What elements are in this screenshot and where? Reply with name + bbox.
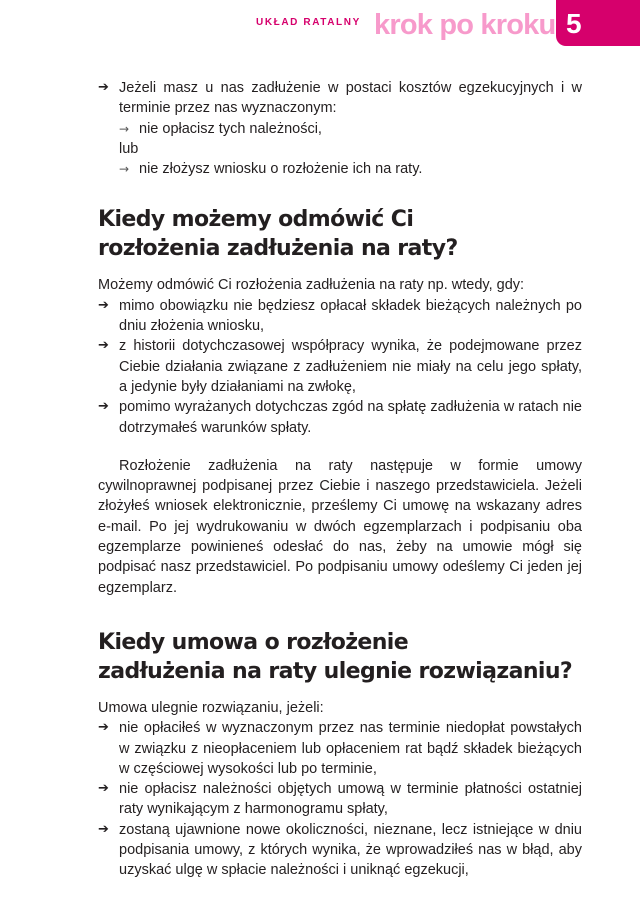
list-item-text: Jeżeli masz u nas zadłużenie w postaci kosztów egzekucyjnych i w terminie przez nas wyznaczonym: <box>119 80 582 117</box>
thin-arrow-right-icon: → <box>119 121 130 136</box>
list-item <box>98 296 582 337</box>
section-heading-line: zadłużenia na raty ulegnie rozwiązaniu? <box>98 658 573 684</box>
section-heading-line: Kiedy umowa o rozłożenie <box>98 629 409 655</box>
section-intro: Możemy odmówić Ci rozłożenia zadłużenia na raty np. wtedy, gdy: <box>98 277 525 294</box>
sub-list-item <box>98 159 582 179</box>
thin-arrow-right-icon: → <box>119 162 130 177</box>
body-paragraph: Rozłożenie zadłużenia na raty następuje w formie umowy cywilnoprawnej podpisanej przez Ciebie i naszego przedstawiciela. Jeżeli złożyłeś wniosek elektronicznie, prześlemy Ci umowę na wskazany adres e-mail. Po jej wydrukowaniu w dwóch egzemplarzach i podpisaniu oba egzemplarze powinieneś odesłać do nas, żeby na umowie mógł się podpisać nasz przedstawiciel. Po podpisaniu umowy odeślemy Ci jeden jej egzemplarz. <box>98 457 582 596</box>
list-item <box>98 336 582 397</box>
section-heading-line: rozłożenia zadłużenia na raty? <box>98 236 458 262</box>
list-item <box>98 397 582 438</box>
arrow-right-icon: ➔ <box>98 821 109 837</box>
sub-list-item-text: nie opłacisz tych należności, <box>139 120 322 137</box>
page-content <box>98 78 582 881</box>
section-heading <box>98 628 582 686</box>
arrow-right-icon: ➔ <box>98 720 109 736</box>
section-heading-line: Kiedy możemy odmówić Ci <box>98 207 414 233</box>
arrow-right-icon: ➔ <box>98 399 109 415</box>
arrow-right-icon: ➔ <box>98 338 109 354</box>
arrow-right-icon: ➔ <box>98 781 109 797</box>
list-item <box>98 820 582 881</box>
header-title: krok po kroku <box>374 9 556 41</box>
list-item-text: nie opłaciłeś w wyznaczonym przez nas terminie niedopłat powstałych w związku z nieopłaceniem lub opłaceniem rat bądź składek bieżących w częściowej wysokości lub po terminie, <box>119 720 582 777</box>
section-label: UKŁAD RATALNY <box>256 17 361 28</box>
page-number: 5 <box>566 8 582 39</box>
arrow-right-icon: ➔ <box>98 297 109 313</box>
list-item-text: z historii dotychczasowej współpracy wynika, że podejmowane przez Ciebie działania związane z zadłużeniem nie miały na celu jego spłaty, a jedynie były działaniami na zwłokę, <box>119 338 582 395</box>
list-item <box>98 78 582 119</box>
list-item-text: pomimo wyrażanych dotychczas zgód na spłatę zadłużenia w ratach nie dotrzymałeś warunków spłaty. <box>119 399 582 436</box>
page-number-tab <box>556 0 640 46</box>
sub-list-item-text: nie złożysz wniosku o rozłożenie ich na raty. <box>139 161 423 178</box>
list-item-text: zostaną ujawnione nowe okoliczności, nieznane, lecz istniejące w dniu podpisania umowy, z których wynika, że wprowadziłeś nas w błąd, aby uzyskać ulgę w spłacie należności i uniknąć egzekucji, <box>119 821 582 879</box>
list-item <box>98 779 582 820</box>
section-heading <box>98 205 582 263</box>
list-item <box>98 718 582 779</box>
list-item-text: nie opłacisz należności objętych umową w terminie płatności ostatniej raty wynikającym z harmonogramu spłaty, <box>119 781 582 818</box>
page-header <box>0 0 640 48</box>
arrow-right-icon: ➔ <box>98 80 109 95</box>
sub-list-item <box>98 119 582 139</box>
section-intro: Umowa ulegnie rozwiązaniu, jeżeli: <box>98 699 324 716</box>
list-item-text: mimo obowiązku nie będziesz opłacał składek bieżących należnych po dniu złożenia wniosku, <box>119 297 582 335</box>
connector-text: lub <box>119 140 139 157</box>
